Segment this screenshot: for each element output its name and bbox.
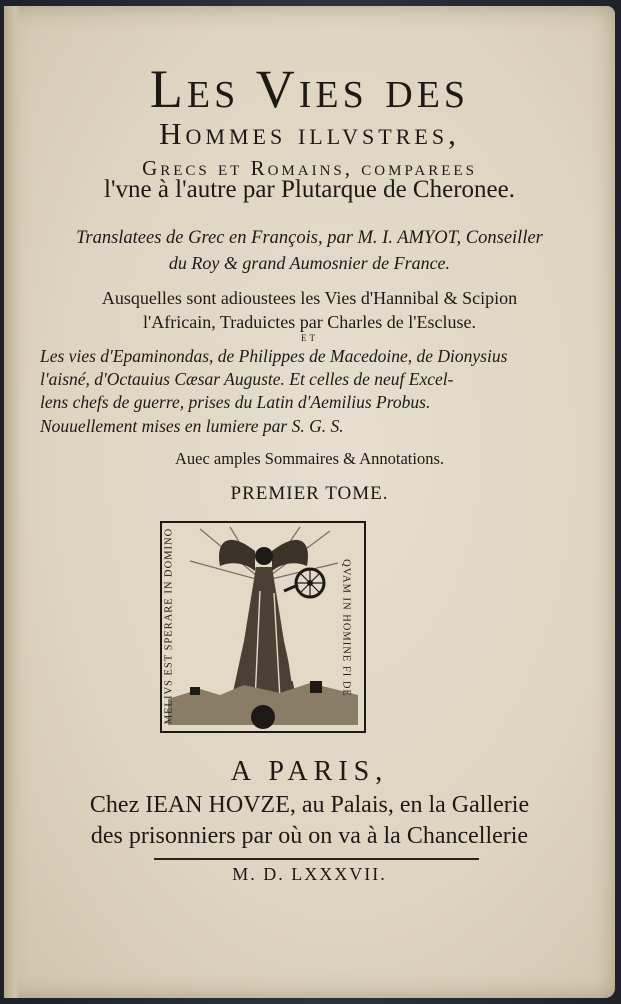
lives-line-1: Les vies d'Epaminondas, de Philippes de Macedoine, de Dionysius xyxy=(40,346,508,366)
title-line-1: Les Vies des xyxy=(149,59,470,119)
title-line-3: Grecs et Romains, comparees xyxy=(142,156,477,180)
imprint-rule xyxy=(154,858,479,860)
lives-line-3: lens chefs de guerre, prises du Latin d'Aemilius Probus. xyxy=(40,392,431,412)
publication-date: M. D. LXXXVII. xyxy=(232,864,387,884)
printers-device-woodcut xyxy=(160,521,366,733)
additions-line-1: Ausquelles sont adioustees les Vies d'Hannibal & Scipion xyxy=(101,288,518,308)
title-line-4: l'vne à l'autre par Plutarque de Cheronee. xyxy=(104,176,515,203)
lives-line-2: l'aisné, d'Octauius Cæsar Auguste. Et celles de neuf Excel- xyxy=(40,369,454,389)
title-line-2: Hommes illvstres, xyxy=(159,116,460,151)
imprint-city: A PARIS, xyxy=(230,756,389,787)
volume-label: PREMIER TOME. xyxy=(230,483,389,504)
imprint-line-2: des prisonniers par où on va à la Chancellerie xyxy=(90,823,529,849)
imprint-line-1: Chez IEAN HOVZE, au Palais, en la Gallerie xyxy=(89,792,530,818)
title-page xyxy=(4,6,615,998)
et-conjunction: ET xyxy=(301,333,318,343)
translator-line-1: Translatees de Grec en François, par M. I. AMYOT, Conseiller xyxy=(76,228,543,248)
additions-line-2: l'Africain, Traduictes par Charles de l'Escluse. xyxy=(143,312,476,332)
lives-line-4: Nouuellement mises en lumiere par S. G. S. xyxy=(40,416,344,436)
motto-right: QVAM IN HOMINE FI DE xyxy=(340,559,352,697)
annotations-line: Auec amples Sommaires & Annotations. xyxy=(174,449,444,468)
motto-left: MELIVS EST SPERARE IN DOMINO xyxy=(163,527,175,725)
translator-line-2: du Roy & grand Aumosnier de France. xyxy=(168,253,451,273)
